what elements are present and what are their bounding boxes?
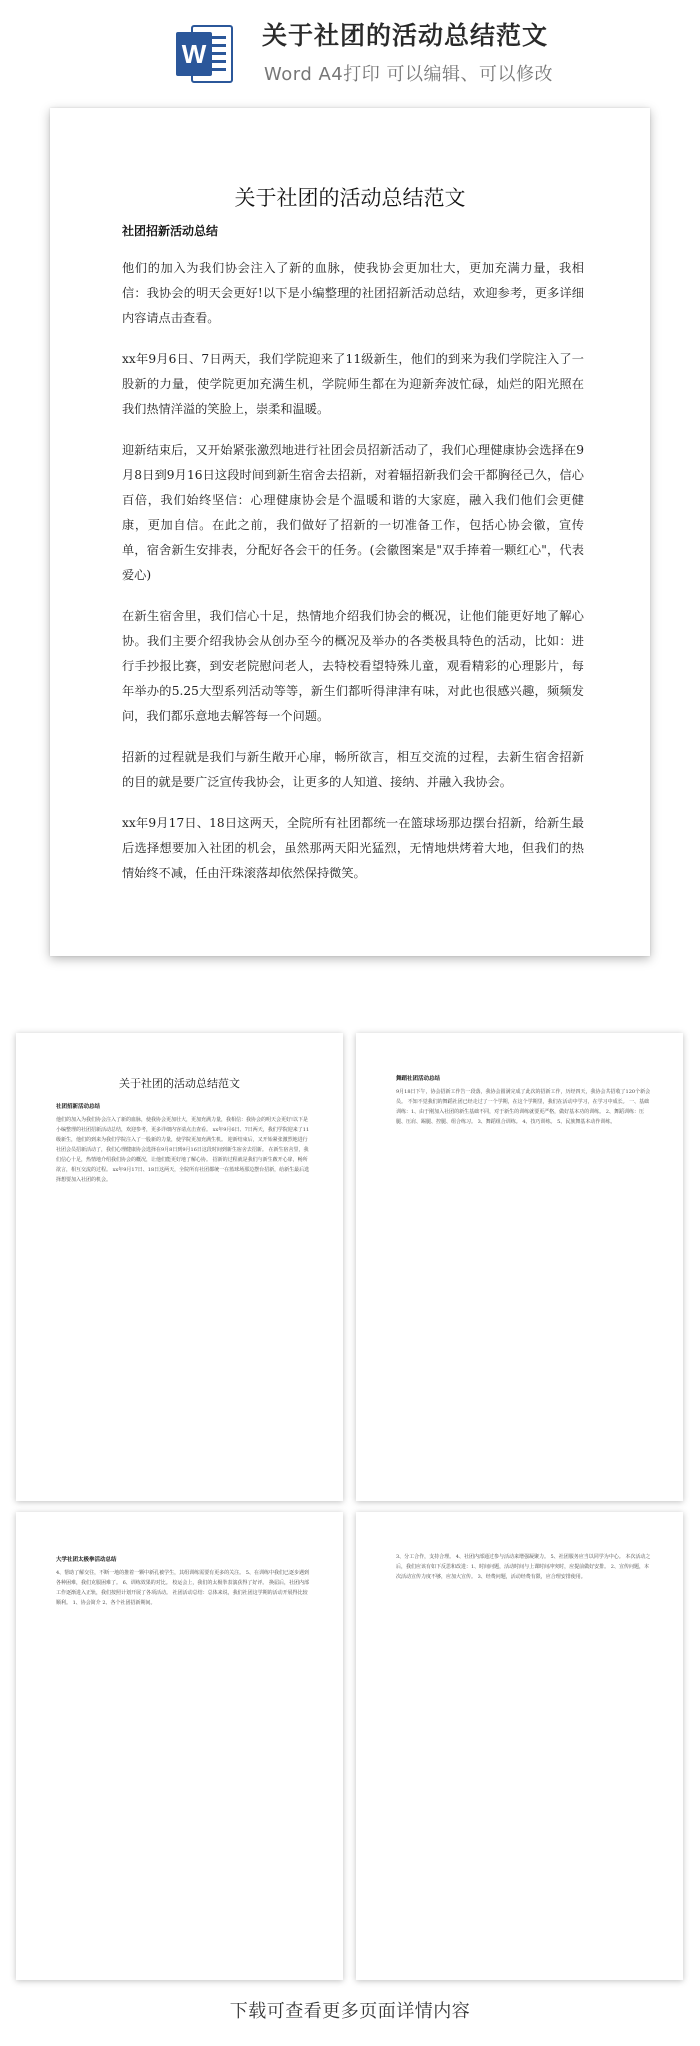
word-document-icon: [176, 22, 236, 86]
thumbnail-body: [56, 1099, 311, 1192]
thumbnail-title: 关于社团的活动总结范文: [119, 1077, 240, 1090]
thumbnail-body: [56, 1552, 311, 1615]
page-thumbnail-1[interactable]: [16, 1033, 343, 1501]
document-header: [0, 0, 700, 92]
thumbnail-text: 4、帮助了解交往，不断一地的推着一颗中新孔被学生，其组训练需要有更多的关注。 5、在训练中我们已逐步遇到各种困难，我们克服困难了。 6、训练效果的对比。 校运会上，我们的太极拳表演获得了好评。 换届后，社团内部工作逐渐进入正轨，我们按照计划开展了各项活动。 社团活动总结：总体来说，我们社团这学期的活动开展得比较顺利。 1、协会简介 2、各个社团招新期间。: [56, 1570, 309, 1606]
page-title: 关于社团的活动总结范文: [234, 186, 466, 210]
thumbnail-body: [396, 1552, 651, 1589]
main-preview-page: [50, 108, 650, 956]
paragraph-1: 他们的加入为我们协会注入了新的血脉，使我协会更加壮大，更加充满力量，我相信：我协会的明天会更好!以下是小编整理的社团招新活动总结，欢迎参考，更多详细内容请点击查看。: [122, 261, 584, 325]
download-more-link[interactable]: 下载可查看更多页面详情内容: [229, 2001, 471, 2022]
thumbnail-text: 9月18日下午，协会招新工作告一段落，我协会圆满完成了此次的招新工作，历经四天，我协会共招收了120个新会员。 不知不觉我们的舞蹈社团已经走过了一个学期，在这个学期里，我们在活动中学习，在学习中成长。 一、基础训练：1、由于刚加入社团的新生基础不同，对于新生的训练就要更严格，做好基本功的训练。 2、舞蹈训练：压腿、压肩、踢腿、控腿、组合练习。 3、舞蹈组合训练。 4、技巧训练。 5、民族舞基本动作训练。: [396, 1089, 651, 1125]
section-heading: 社团招新活动总结: [122, 224, 219, 238]
paragraph-3: 迎新结束后，又开始紧张激烈地进行社团会员招新活动了，我们心理健康协会选择在9月8日到9月16日这段时间到新生宿舍去招新，对着辐招新我们会干都胸径己久，信心百倍，我们始终坚信：心理健康协会是个温暖和谐的大家庭，融入我们他们会更健康，更加自信。在此之前，我们做好了招新的一切准备工作，包括心协会徽，宣传单，宿舍新生安排表，分配好各会干的任务。(会徽图案是"双手捧着一颗红心"，代表爱心): [122, 443, 584, 582]
paragraph-4: 在新生宿舍里，我们信心十足，热情地介绍我们协会的概况，让他们能更好地了解心协。我们主要介绍我协会从创办至今的概况及举办的各类极具特色的活动，比如：进行手抄报比赛，到安老院慰问老人，去特校看望特殊儿童，观看精彩的心理影片，每年举办的5.25大型系列活动等等，新生们都听得津津有味，对此也很感兴趣，频频发问，我们都乐意地去解答每一个问题。: [122, 609, 584, 723]
paragraph-6: xx年9月17日、18日这两天，全院所有社团都统一在篮球场那边摆台招新，给新生最后选择想要加入社团的机会，虽然那两天阳光猛烈，无情地烘烤着大地，但我们的热情始终不减，任由汗珠滚落却依然保持微笑。: [122, 816, 584, 880]
page-body: [122, 256, 584, 902]
document-title: 关于社团的活动总结范文: [262, 21, 549, 50]
page-thumbnail-4[interactable]: [356, 1512, 683, 1980]
thumbnail-text: 3、分工合作，支持合理。 4、社团内部通过参与活动来增强凝聚力。 5、社团服务应当以同学为中心。 本次活动之后，我们应该有如下反思和改进：1、时间问题，活动时间与上课时间冲突时，应提前做好安排。 2、宣传问题，本次活动宣传力度不够，应加大宣传。 3、经费问题，活动经费有限，应合理安排使用。: [396, 1554, 651, 1580]
page-thumbnail-3[interactable]: [16, 1512, 343, 1980]
page-thumbnail-2[interactable]: [356, 1033, 683, 1501]
thumbnail-body: [396, 1071, 651, 1134]
thumbnail-heading: 社团招新活动总结: [56, 1104, 101, 1110]
thumbnail-text: 他们的加入为我们协会注入了新的血脉，使我协会更加壮大，更加充满力量，我相信：我协会的明天会更好!以下是小编整理的社团招新活动总结，欢迎参考，更多详细内容请点击查看。 xx年9月6日、7日两天，我们学院迎来了11级新生，他们的到来为我们学院注入了一股新的力量，使学院更加充满生机。 迎新结束后，又开始紧张激烈地进行社团会员招新活动了，我们心理健康协会选择在9月8日到9月16日这段时间到新生宿舍去招新。 在新生宿舍里，我们信心十足，热情地介绍我们协会的概况，让他们能更好地了解心协。 招新的过程就是我们与新生敞开心扉，畅所欲言，相互交流的过程。 xx年9月17日、18日这两天，全院所有社团都统一在篮球场那边摆台招新，给新生最后选择想要加入社团的机会。: [56, 1117, 310, 1183]
thumbnail-heading: 大学社团太极拳活动总结: [56, 1557, 117, 1563]
svg-text:W: W: [181, 39, 207, 69]
paragraph-2: xx年9月6日、7日两天，我们学院迎来了11级新生，他们的到来为我们学院注入了一股新的力量，使学院更加充满生机，学院师生都在为迎新奔波忙碌，灿烂的阳光照在我们热情洋溢的笑脸上，崇柔和温暖。: [122, 352, 584, 416]
paragraph-5: 招新的过程就是我们与新生敞开心扉，畅所欲言，相互交流的过程，去新生宿舍招新的目的就是要广泛宣传我协会，让更多的人知道、接纳、并融入我协会。: [122, 750, 584, 789]
document-subtitle: Word A4打印 可以编辑、可以修改: [264, 64, 553, 85]
thumbnail-heading: 舞蹈社团活动总结: [396, 1076, 441, 1082]
